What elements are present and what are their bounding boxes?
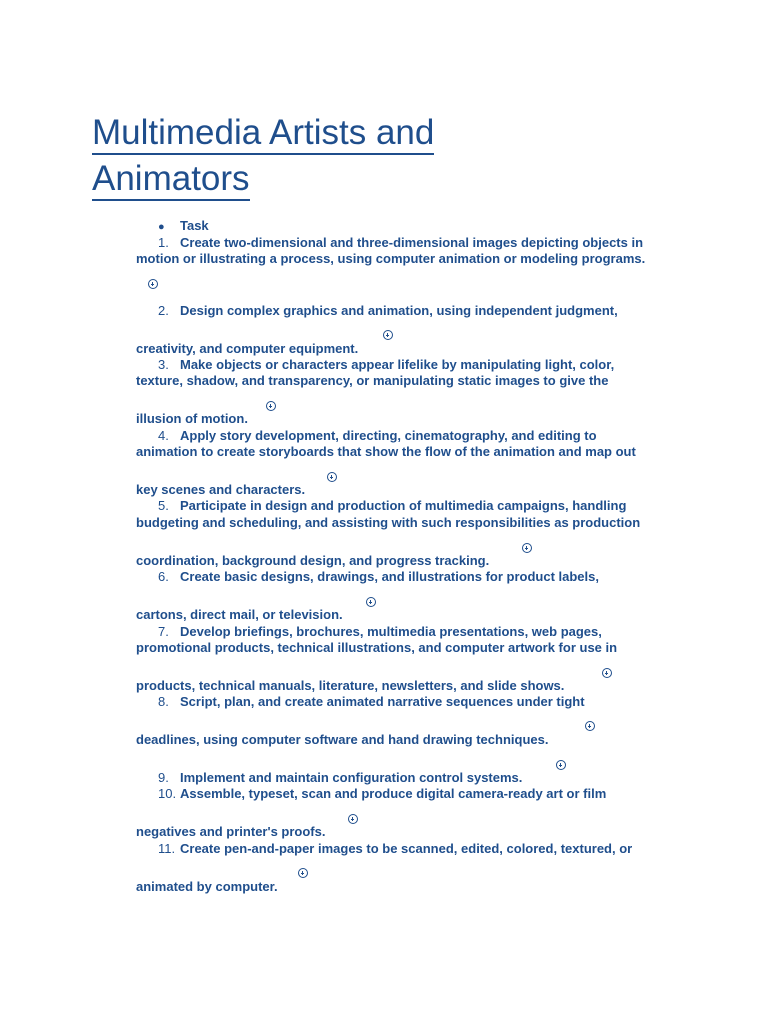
list-number: 5. [158,498,169,513]
list-item-continuation: negatives and printer's proofs. [136,824,326,839]
list-number: 11. [158,841,176,856]
page-title-line2[interactable]: Animators [92,159,250,201]
list-number: 3. [158,357,169,372]
expand-icon[interactable] [327,472,337,482]
list-number: 8. [158,694,169,709]
list-item-continuation: motion or illustrating a process, using computer animation or modeling programs. [136,251,646,266]
list-item-text: Make objects or characters appear lifelike by manipulating light, color, [180,357,615,372]
expand-icon[interactable] [522,543,532,553]
list-item-text: Assemble, typeset, scan and produce digital camera-ready art or film [180,786,607,801]
list-number: 1. [158,235,169,250]
list-item-continuation: creativity, and computer equipment. [136,341,359,356]
list-item-text: Apply story development, directing, cinematography, and editing to [180,428,597,443]
list-item [136,841,696,857]
list-item [136,357,696,373]
list-item-text: Design complex graphics and animation, using independent judgment, [180,303,618,318]
list-item-continuation: animated by computer. [136,879,278,894]
bullet-icon: ● [158,221,165,233]
expand-icon[interactable] [348,814,358,824]
list-item-text: Script, plan, and create animated narrative sequences under tight [180,694,585,709]
list-item-continuation: cartons, direct mail, or television. [136,607,343,622]
list-item-text: Create pen-and-paper images to be scanned, edited, colored, textured, or [180,841,633,856]
list-item-continuation: key scenes and characters. [136,482,306,497]
expand-icon[interactable] [366,597,376,607]
list-item [136,569,696,585]
list-number: 2. [158,303,169,318]
list-item [136,694,696,710]
page-title-line1[interactable]: Multimedia Artists and [92,113,434,155]
list-item [136,428,696,444]
list-item [136,303,696,319]
expand-icon[interactable] [266,401,276,411]
list-item-text: Create two-dimensional and three-dimensional images depicting objects in [180,235,644,250]
list-item-continuation: deadlines, using computer software and hand drawing techniques. [136,732,549,747]
task-heading [158,218,209,235]
expand-icon[interactable] [556,760,566,770]
list-item-continuation: promotional products, technical illustrations, and computer artwork for use in [136,640,618,655]
list-item [136,786,696,802]
list-item-continuation: texture, shadow, and transparency, or manipulating static images to give the [136,373,609,388]
page-title[interactable] [92,110,434,202]
task-heading-label: Task [180,218,209,233]
list-item-continuation: budgeting and scheduling, and assisting with such responsibilities as production [136,515,641,530]
expand-icon[interactable] [585,721,595,731]
list-item-text: Participate in design and production of multimedia campaigns, handling [180,498,627,513]
list-item [136,498,696,514]
list-item-continuation: illusion of motion. [136,411,248,426]
list-item-text: Develop briefings, brochures, multimedia presentations, web pages, [180,624,602,639]
list-item [136,770,696,786]
list-item-continuation: animation to create storyboards that show the flow of the animation and map out [136,444,636,459]
list-item [136,624,696,640]
list-item-text: Implement and maintain configuration control systems. [180,770,523,785]
expand-icon[interactable] [148,279,158,289]
list-number: 7. [158,624,169,639]
list-number: 10. [158,786,177,801]
list-item-text: Create basic designs, drawings, and illustrations for product labels, [180,569,599,584]
list-number: 9. [158,770,169,785]
list-item-continuation: products, technical manuals, literature, newsletters, and slide shows. [136,678,565,693]
list-number: 6. [158,569,169,584]
expand-icon[interactable] [298,868,308,878]
list-item-continuation: coordination, background design, and progress tracking. [136,553,490,568]
list-number: 4. [158,428,169,443]
expand-icon[interactable] [602,668,612,678]
list-item [136,235,696,251]
expand-icon[interactable] [383,330,393,340]
